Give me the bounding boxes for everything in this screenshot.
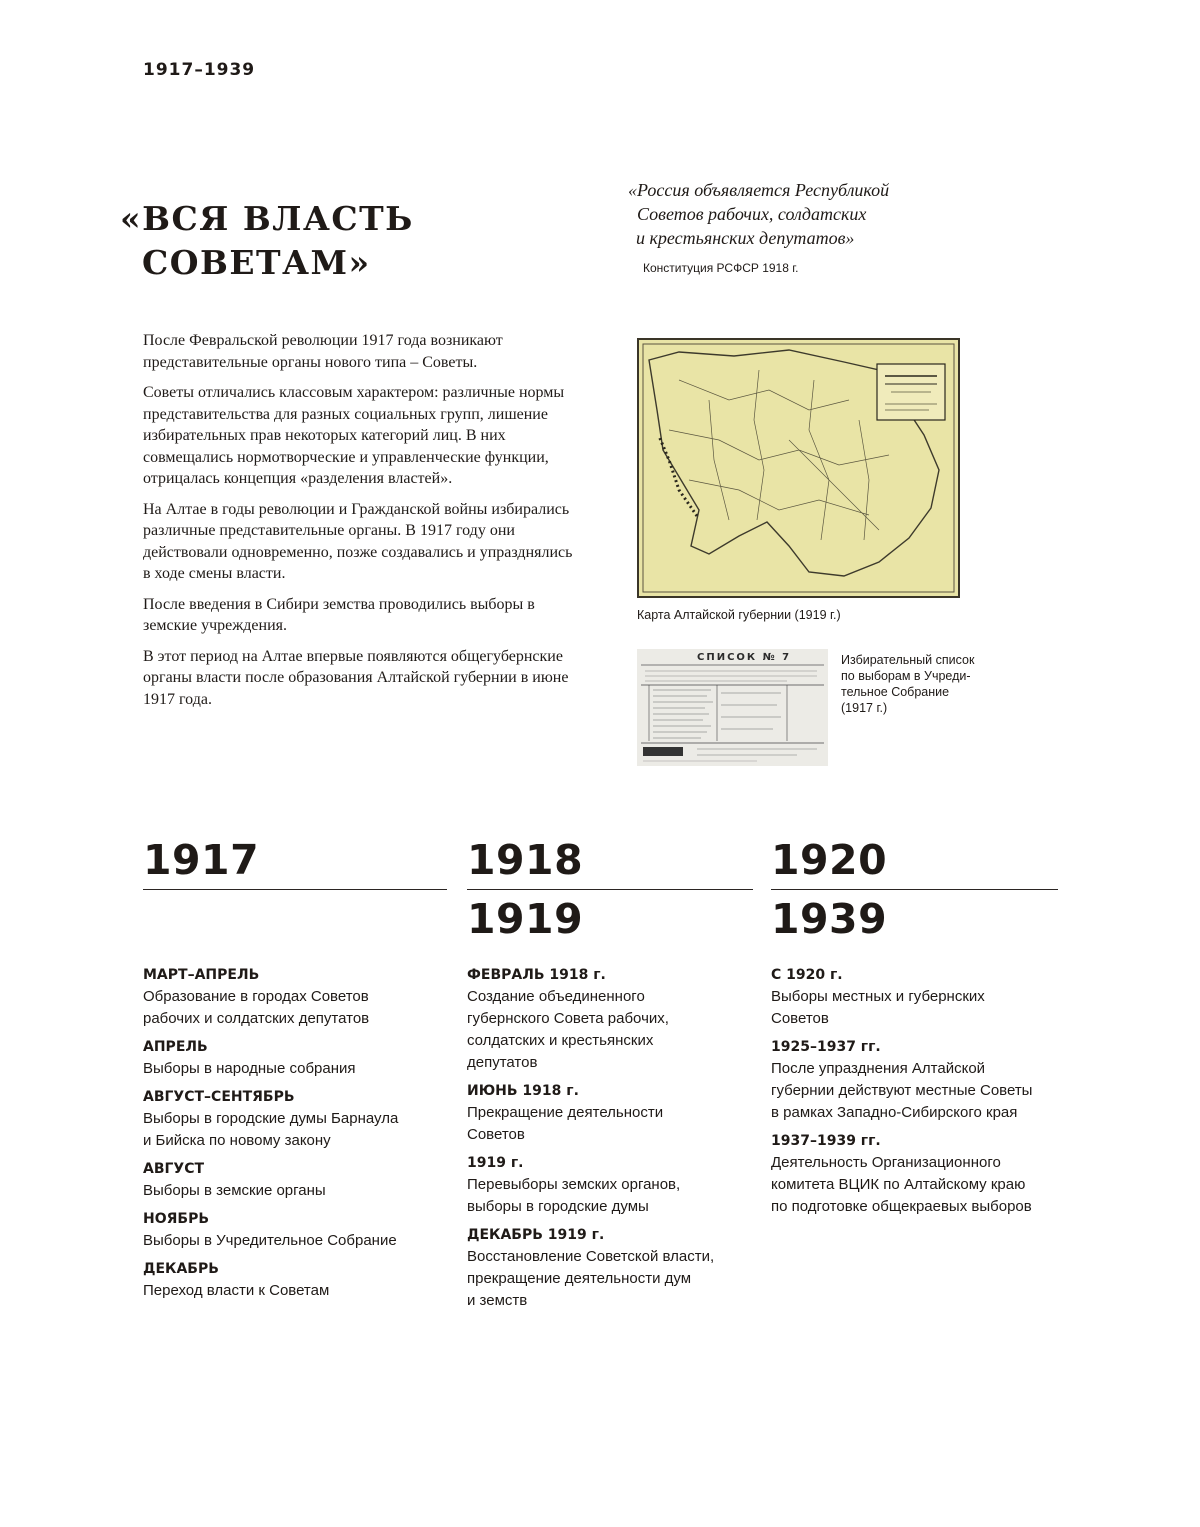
event-date: МАРТ–АПРЕЛЬ	[143, 967, 260, 983]
timeline-event	[143, 964, 443, 1030]
timeline-column-1918-1919	[467, 964, 767, 1318]
event-line: комитета ВЦИК по Алтайскому краю	[771, 1176, 1026, 1193]
timeline-event	[467, 1080, 767, 1146]
quote-line-2: Советов рабочих, солдатских	[637, 204, 867, 224]
event-date: 1919 г.	[467, 1155, 524, 1171]
event-date: ДЕКАБРЬ	[143, 1261, 219, 1277]
timeline-column-1920-1939	[771, 964, 1071, 1224]
event-description	[143, 1180, 443, 1202]
timeline-event	[467, 964, 767, 1074]
event-line: Прекращение деятельности	[467, 1104, 664, 1121]
event-line: Перевыборы земских органов,	[467, 1176, 681, 1193]
timeline-event	[143, 1158, 443, 1202]
paragraph: После введения в Сибири земства проводились выборы в земские учреждения.	[143, 595, 535, 634]
event-description	[467, 1246, 767, 1312]
event-line: выборы в городские думы	[467, 1198, 649, 1215]
ballot-caption-line: (1917 г.)	[841, 701, 888, 715]
event-line: губернского Совета рабочих,	[467, 1010, 669, 1027]
ballot-caption-line: Избирательный список	[841, 653, 975, 667]
ballot-list-image	[637, 649, 828, 766]
event-line: Выборы в городские думы Барнаула	[143, 1110, 399, 1127]
timeline-event	[143, 1208, 443, 1252]
event-description	[467, 986, 767, 1074]
event-date: НОЯБРЬ	[143, 1211, 210, 1227]
altai-map-image	[637, 338, 960, 598]
paragraph: На Алтае в годы революции и Гражданской войны избирались различные представительные органы. В 1917 году они действовали одновременно, позже создавались и упразднялись в ходе смены власти.	[143, 500, 573, 582]
epigraph-quote	[628, 178, 988, 250]
timeline-event	[467, 1152, 767, 1218]
event-description	[143, 986, 443, 1030]
event-line: После упразднения Алтайской	[771, 1060, 986, 1077]
event-line: Выборы местных и губернских	[771, 988, 985, 1005]
event-line: рабочих и солдатских депутатов	[143, 1010, 370, 1027]
timeline-year-1919: 1919	[467, 895, 584, 943]
event-line: Переход власти к Советам	[143, 1282, 330, 1299]
event-line: Восстановление Советской власти,	[467, 1248, 715, 1265]
timeline-event	[143, 1036, 443, 1080]
event-description	[771, 1152, 1071, 1218]
timeline-event	[143, 1258, 443, 1302]
ballot-drawing	[637, 649, 828, 766]
event-line: и Бийска по новому закону	[143, 1132, 331, 1149]
event-line: Образование в городах Советов	[143, 988, 369, 1005]
timeline-event	[771, 1130, 1071, 1218]
quote-line-1: «Россия объявляется Республикой	[628, 180, 890, 200]
event-description	[143, 1058, 443, 1080]
ballot-caption-line: тельное Собрание	[841, 685, 950, 699]
event-date: С 1920 г.	[771, 967, 843, 983]
event-description	[467, 1102, 767, 1146]
event-description	[143, 1280, 443, 1302]
timeline-event	[771, 1036, 1071, 1124]
event-date: ФЕВРАЛЬ 1918 г.	[467, 967, 606, 983]
event-description	[143, 1108, 443, 1152]
body-text	[143, 330, 573, 719]
event-line: Советов	[467, 1126, 525, 1143]
event-line: солдатских и крестьянских	[467, 1032, 654, 1049]
map-caption: Карта Алтайской губернии (1919 г.)	[637, 608, 841, 622]
map-drawing	[639, 340, 958, 596]
event-line: по подготовке общекраевых выборов	[771, 1198, 1032, 1215]
quote-line-3: и крестьянских депутатов»	[636, 228, 855, 248]
timeline-event	[467, 1224, 767, 1312]
timeline-divider	[143, 889, 447, 890]
timeline-year-1920: 1920	[771, 836, 888, 884]
event-description	[143, 1230, 443, 1252]
event-description	[771, 986, 1071, 1030]
page-title	[120, 197, 520, 285]
running-head: 1917–1939	[143, 60, 256, 80]
event-line: Выборы в земские органы	[143, 1182, 326, 1199]
title-line-2: СОВЕТАМ»	[142, 243, 371, 282]
timeline-event	[143, 1086, 443, 1152]
event-line: Советов	[771, 1010, 829, 1027]
event-line: Деятельность Организационного	[771, 1154, 1001, 1171]
timeline-event	[771, 964, 1071, 1030]
event-date: ИЮНЬ 1918 г.	[467, 1083, 579, 1099]
quote-source: Конституция РСФСР 1918 г.	[643, 261, 799, 275]
ballot-heading: СПИСОК № 7	[697, 652, 792, 663]
event-description	[467, 1174, 767, 1218]
event-line: Выборы в народные собрания	[143, 1060, 356, 1077]
event-line: Выборы в Учредительное Собрание	[143, 1232, 397, 1249]
title-line-1: «ВСЯ ВЛАСТЬ	[120, 199, 414, 238]
event-date: ДЕКАБРЬ 1919 г.	[467, 1227, 605, 1243]
event-line: и земств	[467, 1292, 528, 1309]
ballot-caption-line: по выборам в Учреди-	[841, 669, 971, 683]
event-date: АПРЕЛЬ	[143, 1039, 208, 1055]
timeline-year-1918: 1918	[467, 836, 584, 884]
event-date: АВГУСТ–СЕНТЯБРЬ	[143, 1089, 295, 1105]
timeline-divider	[467, 889, 753, 890]
event-description	[771, 1058, 1071, 1124]
event-date: 1925–1937 гг.	[771, 1039, 881, 1055]
paragraph: В этот период на Алтае впервые появляются общегубернские органы власти после образования Алтайской губернии в июне 1917 года.	[143, 647, 569, 708]
timeline-divider	[771, 889, 1058, 890]
paragraph: Советы отличались классовым характером: различные нормы представительства для разных социальных групп, лишение избирательных прав некоторых категорий лиц. В них совмещались нормотворческие и управленческие функции, отрицалась концепция «разделения властей».	[143, 384, 565, 487]
event-line: губернии действуют местные Советы	[771, 1082, 1033, 1099]
timeline-year-1939: 1939	[771, 895, 888, 943]
event-date: АВГУСТ	[143, 1161, 205, 1177]
timeline-column-1917	[143, 964, 443, 1308]
timeline-year-1917: 1917	[143, 836, 260, 884]
event-line: прекращение деятельности дум	[467, 1270, 692, 1287]
event-line: депутатов	[467, 1054, 538, 1071]
ballot-caption	[841, 652, 991, 716]
paragraph: После Февральской революции 1917 года возникают представительные органы нового типа – Советы.	[143, 332, 503, 371]
event-date: 1937–1939 гг.	[771, 1133, 881, 1149]
event-line: Создание объединенного	[467, 988, 645, 1005]
event-line: в рамках Западно-Сибирского края	[771, 1104, 1018, 1121]
